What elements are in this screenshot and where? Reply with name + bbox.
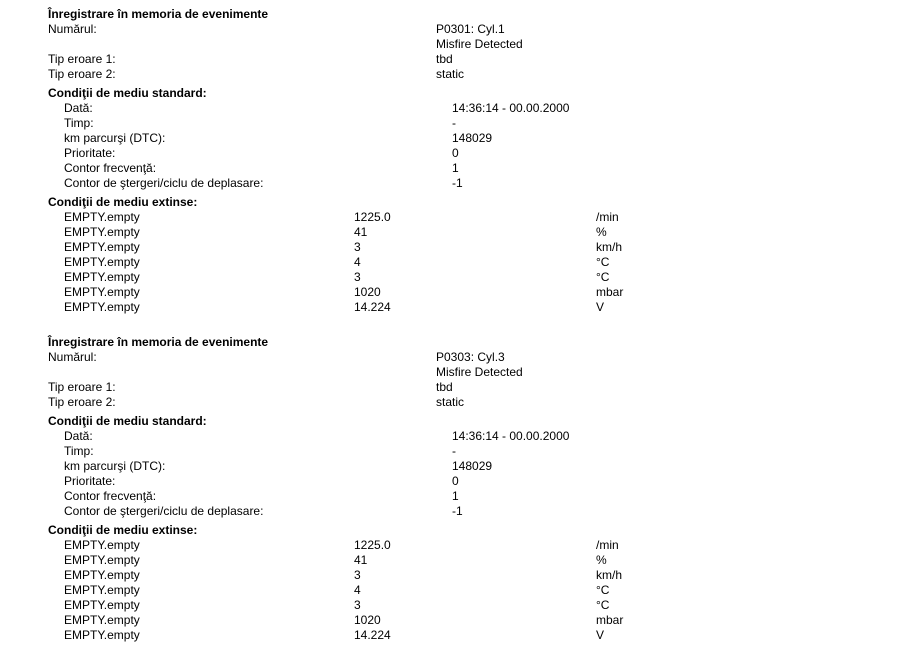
extended-condition-row (48, 210, 868, 225)
record-title: Înregistrare în memoria de evenimente (48, 335, 269, 349)
fault-description: Misfire Detected (436, 37, 523, 51)
extended-condition-row (48, 255, 868, 270)
ext-value: 14.224 (354, 300, 391, 314)
extended-condition-row (48, 285, 868, 300)
extended-condition-row (48, 270, 868, 285)
extended-condition-row (48, 613, 868, 628)
ext-value: 4 (354, 255, 361, 269)
condition-value: 14:36:14 - 00.00.2000 (452, 429, 570, 443)
extended-condition-row (48, 583, 868, 598)
condition-label: Timp: (64, 116, 94, 130)
fault-description: Misfire Detected (436, 365, 523, 379)
ext-label: EMPTY.empty (64, 285, 140, 299)
standard-condition-row (48, 176, 868, 191)
extended-condition-row (48, 225, 868, 240)
fault-code-block (436, 350, 523, 380)
standard-condition-row (48, 489, 868, 504)
extended-condition-row (48, 538, 868, 553)
ext-value: 4 (354, 583, 361, 597)
standard-condition-row (48, 146, 868, 161)
fault-number-label: Numărul: (48, 22, 97, 36)
error-type-2-label: Tip eroare 2: (48, 395, 116, 409)
error-type-1-row (48, 380, 868, 395)
standard-condition-row (48, 101, 868, 116)
ext-unit: /min (596, 538, 619, 552)
ext-unit: °C (596, 583, 610, 597)
condition-value: 1 (452, 161, 459, 175)
ext-unit: V (596, 628, 605, 642)
ext-label: EMPTY.empty (64, 270, 140, 284)
ext-unit: mbar (596, 613, 624, 627)
extended-condition-row (48, 553, 868, 568)
condition-value: - (452, 116, 456, 130)
condition-label: Contor frecvenţă: (64, 489, 157, 503)
fault-number-label: Numărul: (48, 350, 97, 364)
error-type-1-value: tbd (436, 52, 453, 66)
error-type-1-value: tbd (436, 380, 453, 394)
standard-conditions-list (48, 101, 868, 191)
condition-value: -1 (452, 504, 463, 518)
ext-label: EMPTY.empty (64, 553, 140, 567)
ext-unit: V (596, 300, 605, 314)
ext-unit: km/h (596, 568, 623, 582)
condition-label: km parcurşi (DTC): (64, 459, 166, 473)
condition-label: Contor de ştergeri/ciclu de deplasare: (64, 504, 264, 518)
error-type-2-label: Tip eroare 2: (48, 67, 116, 81)
condition-label: Contor de ştergeri/ciclu de deplasare: (64, 176, 264, 190)
ext-unit: % (596, 225, 607, 239)
ext-unit: °C (596, 270, 610, 284)
ext-unit: /min (596, 210, 619, 224)
condition-value: 14:36:14 - 00.00.2000 (452, 101, 570, 115)
ext-label: EMPTY.empty (64, 568, 140, 582)
error-type-1-row (48, 52, 868, 67)
ext-value: 1225.0 (354, 538, 391, 552)
ext-unit: % (596, 553, 607, 567)
extended-condition-row (48, 300, 868, 315)
standard-condition-row (48, 429, 868, 444)
ext-label: EMPTY.empty (64, 225, 140, 239)
condition-label: Timp: (64, 444, 94, 458)
error-type-1-label: Tip eroare 1: (48, 380, 116, 394)
fault-code: P0301: Cyl.1 (436, 22, 505, 36)
ext-value: 3 (354, 240, 361, 254)
ext-label: EMPTY.empty (64, 598, 140, 612)
condition-value: -1 (452, 176, 463, 190)
condition-label: Prioritate: (64, 474, 116, 488)
extended-condition-row (48, 598, 868, 613)
ext-unit: km/h (596, 240, 623, 254)
ext-value: 1020 (354, 613, 381, 627)
ext-value: 3 (354, 568, 361, 582)
fault-number-row (48, 350, 868, 380)
ext-label: EMPTY.empty (64, 210, 140, 224)
condition-label: Dată: (64, 429, 93, 443)
standard-conditions-list (48, 429, 868, 519)
extended-conditions-title: Condiţii de mediu extinse: (48, 195, 198, 209)
ext-unit: mbar (596, 285, 624, 299)
ext-unit: °C (596, 598, 610, 612)
condition-value: 148029 (452, 459, 493, 473)
condition-label: Contor frecvenţă: (64, 161, 157, 175)
record-title: Înregistrare în memoria de evenimente (48, 7, 269, 21)
event-record (48, 7, 868, 315)
ext-label: EMPTY.empty (64, 240, 140, 254)
extended-condition-row (48, 628, 868, 643)
condition-value: 0 (452, 474, 459, 488)
error-type-2-value: static (436, 67, 465, 81)
standard-condition-row (48, 116, 868, 131)
standard-conditions-title: Condiţii de mediu standard: (48, 86, 207, 100)
error-type-2-row (48, 395, 868, 410)
condition-label: km parcurşi (DTC): (64, 131, 166, 145)
error-type-2-row (48, 67, 868, 82)
standard-condition-row (48, 504, 868, 519)
ext-value: 1020 (354, 285, 381, 299)
ext-label: EMPTY.empty (64, 538, 140, 552)
condition-value: 0 (452, 146, 459, 160)
ext-value: 1225.0 (354, 210, 391, 224)
standard-conditions-title: Condiţii de mediu standard: (48, 414, 207, 428)
extended-conditions-list (48, 538, 868, 643)
condition-value: - (452, 444, 456, 458)
error-type-1-label: Tip eroare 1: (48, 52, 116, 66)
ext-value: 3 (354, 270, 361, 284)
ext-unit: °C (596, 255, 610, 269)
standard-condition-row (48, 161, 868, 176)
fault-number-row (48, 22, 868, 52)
error-type-2-value: static (436, 395, 465, 409)
extended-condition-row (48, 240, 868, 255)
extended-condition-row (48, 568, 868, 583)
condition-value: 148029 (452, 131, 493, 145)
ext-label: EMPTY.empty (64, 613, 140, 627)
ext-value: 3 (354, 598, 361, 612)
fault-code: P0303: Cyl.3 (436, 350, 505, 364)
extended-conditions-list (48, 210, 868, 315)
ext-label: EMPTY.empty (64, 628, 140, 642)
ext-value: 14.224 (354, 628, 391, 642)
ext-label: EMPTY.empty (64, 255, 140, 269)
ext-value: 41 (354, 225, 368, 239)
ext-label: EMPTY.empty (64, 300, 140, 314)
condition-value: 1 (452, 489, 459, 503)
condition-label: Prioritate: (64, 146, 116, 160)
condition-label: Dată: (64, 101, 93, 115)
standard-condition-row (48, 459, 868, 474)
standard-condition-row (48, 474, 868, 489)
standard-condition-row (48, 444, 868, 459)
event-record (48, 335, 868, 643)
standard-condition-row (48, 131, 868, 146)
ext-label: EMPTY.empty (64, 583, 140, 597)
fault-code-block (436, 22, 523, 52)
ext-value: 41 (354, 553, 368, 567)
extended-conditions-title: Condiţii de mediu extinse: (48, 523, 198, 537)
